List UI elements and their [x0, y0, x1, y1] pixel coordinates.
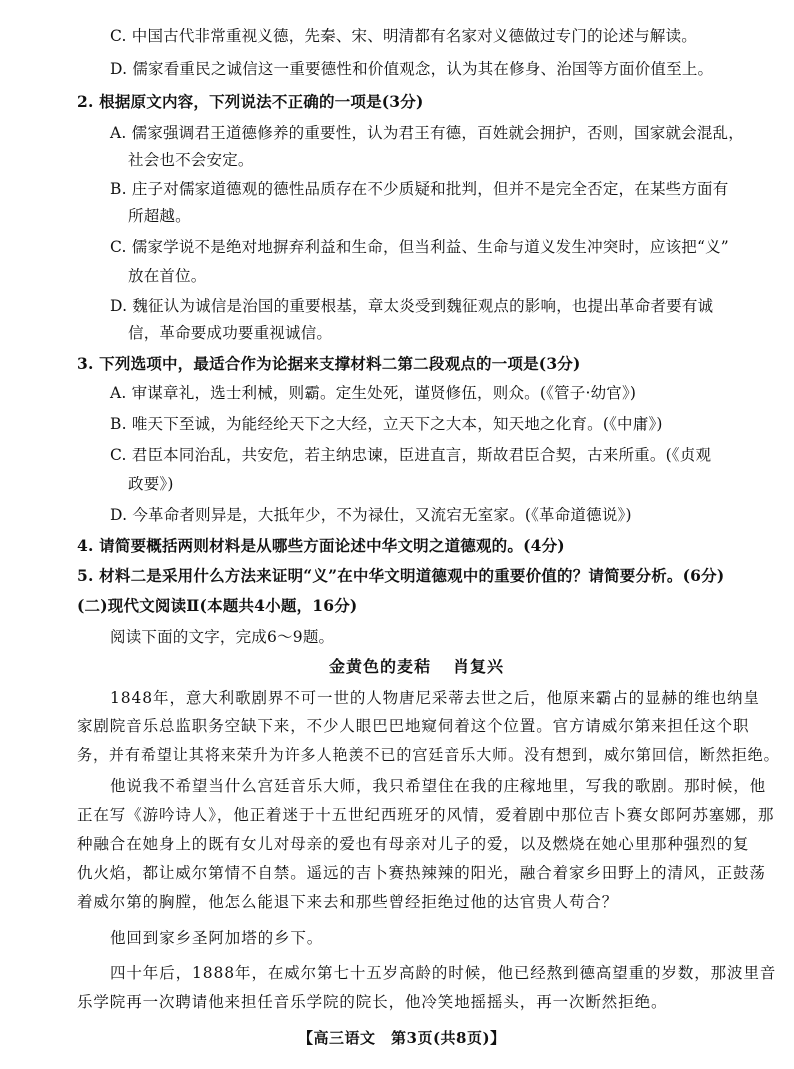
q2-option-d: D. 魏征认为诚信是治国的重要根基，章太炎受到魏征观点的影响，也提出革命者要有诚 [110, 297, 714, 315]
article-line: 家剧院音乐总监职务空缺下来，不少人眼巴巴地窥伺着这个位置。官方请威尔第来担任这个职 [77, 717, 750, 735]
article-line: 仇火焰，都让威尔第情不自禁。遥远的吉卜赛热辣辣的阳光，融合着家乡田野上的清风，正鼓荡 [77, 864, 766, 882]
q3-option-d: D. 今革命者则异是，大抵年少，不为禄仕，又流宕无室家。(《革命道德说》) [110, 506, 632, 524]
q2-option-a: A. 儒家强调君王道德修养的重要性，认为君王有德，百姓就会拥护，否则，国家就会混乱， [110, 124, 744, 142]
q3-stem: 3. 下列选项中，最适合作为论据来支撑材料二第二段观点的一项是(3分) [77, 354, 581, 373]
article-line: 正在写《游吟诗人》，他正着迷于十五世纪西班牙的风情，爱着剧中那位吉卜赛女郎阿苏塞娜，那 [77, 806, 775, 824]
q2-option-a-cont: 社会也不会安定。 [128, 151, 254, 169]
article-line: 乐学院再一次聘请他来担任音乐学院的院长，他冷笑地摇摇头，再一次断然拒绝。 [77, 993, 668, 1011]
q2-stem: 2. 根据原文内容，下列说法不正确的一项是(3分) [77, 92, 424, 111]
q1-option-d: D. 儒家看重民之诚信这一重要德性和价值观念，认为其在修身、治国等方面价值至上。 [110, 60, 714, 78]
article-title [329, 657, 504, 677]
article-line: 着威尔第的胸膛，他怎么能退下来去和那些曾经拒绝过他的达官贵人苟合？ [77, 893, 619, 911]
section-instruction: 阅读下面的文字，完成6～9题。 [110, 628, 335, 646]
article-line: 他回到家乡圣阿加塔的乡下。 [110, 929, 324, 947]
page-footer: 【高三语文 第3页(共8页)】 [298, 1029, 506, 1047]
q2-option-c-cont: 放在首位。 [128, 267, 207, 285]
article-line: 种融合在她身上的既有女儿对母亲的爱也有母亲对儿子的爱，以及燃烧在她心里那种强烈的复 [77, 835, 750, 853]
article-line: 务，并有希望让其将来荣升为许多人艳羡不已的宫廷音乐大师。没有想到，威尔第回信，断然拒绝。 [77, 746, 780, 764]
article-title-text: 金黄色的麦秸 [329, 657, 432, 676]
q1-option-c: C. 中国古代非常重视义德，先秦、宋、明清都有名家对义德做过专门的论述与解读。 [110, 27, 697, 45]
article-line: 四十年后，1888年，在威尔第七十五岁高龄的时候，他已经熬到德高望重的岁数，那波里音 [110, 964, 777, 982]
article-line: 他说我不希望当什么宫廷音乐大师，我只希望住在我的庄稼地里，写我的歌剧。那时候，他 [110, 777, 767, 795]
q3-option-c-cont: 政要》) [128, 475, 174, 493]
q2-option-c: C. 儒家学说不是绝对地摒弃利益和生命，但当利益、生命与道义发生冲突时，应该把“义” [110, 238, 729, 256]
q3-option-b: B. 唯天下至诚，为能经纶天下之大经，立天下之大本，知天地之化育。(《中庸》) [110, 415, 663, 433]
q4-stem: 4. 请简要概括两则材料是从哪些方面论述中华文明之道德观的。(4分) [77, 536, 565, 555]
q3-option-c: C. 君臣本同治乱，共安危，若主纳忠谏，臣进直言，斯故君臣合契，古来所重。(《贞观 [110, 446, 712, 464]
section-heading: (二)现代文阅读Ⅱ(本题共4小题，16分) [77, 596, 358, 615]
q2-option-d-cont: 信，革命要成功要重视诚信。 [128, 324, 333, 342]
q2-option-b-cont: 所超越。 [128, 207, 191, 225]
q3-option-a: A. 审谋章礼，选士利械，则霸。定生处死，谨贤修伍，则众。(《管子·幼官》) [110, 384, 637, 402]
article-line: 1848年，意大利歌剧界不可一世的人物唐尼采蒂去世之后，他原来霸占的显赫的维也纳皇 [110, 689, 760, 707]
article-author: 肖复兴 [453, 657, 505, 676]
q5-stem: 5. 材料二是采用什么方法来证明“义”在中华文明道德观中的重要价值的？请简要分析。(6分) [77, 566, 725, 585]
q2-option-b: B. 庄子对儒家道德观的德性品质存在不少质疑和批判，但并不是完全否定，在某些方面有 [110, 180, 729, 198]
